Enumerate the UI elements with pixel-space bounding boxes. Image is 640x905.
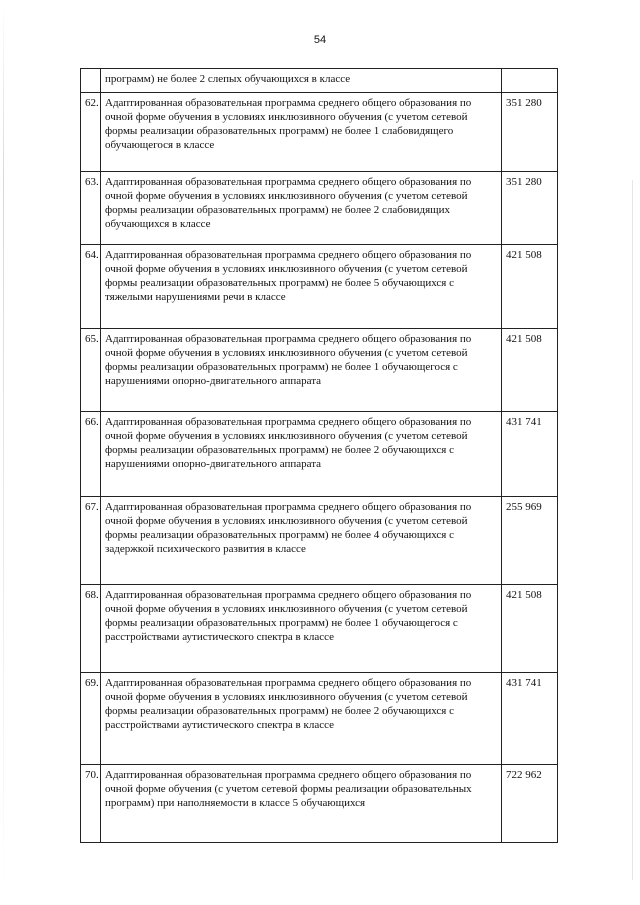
table-row xyxy=(81,412,558,497)
program-description: Адаптированная образовательная программа среднего общего образования по очной форме обучения (с учетом сетевой формы реализации образовательных программ) при наполняемости в классе 5 обучающихся xyxy=(101,765,502,843)
row-price: 431 741 xyxy=(502,412,558,497)
row-price: 351 280 xyxy=(502,172,558,245)
row-number: 66. xyxy=(81,412,101,497)
row-number: 67. xyxy=(81,497,101,585)
row-number: 68. xyxy=(81,585,101,673)
row-price: 722 962 xyxy=(502,765,558,843)
table-row xyxy=(81,585,558,673)
row-number: 69. xyxy=(81,673,101,765)
scan-edge-left xyxy=(3,0,4,905)
program-description: Адаптированная образовательная программа среднего общего образования по очной форме обучения в условиях инклюзивного обучения (с учетом сетевой формы реализации образовательных программ) не более 1 обучающегося с расстройствами аутистического спектра в классе xyxy=(101,585,502,673)
program-description: Адаптированная образовательная программа среднего общего образования по очной форме обучения в условиях инклюзивного обучения (с учетом сетевой формы реализации образовательных программ) не более 1 обучающегося с нарушениями опорно-двигательного аппарата xyxy=(101,329,502,412)
table-row xyxy=(81,172,558,245)
program-description: Адаптированная образовательная программа среднего общего образования по очной форме обучения в условиях инклюзивного обучения (с учетом сетевой формы реализации образовательных программ) не более 2 обучающихся с нарушениями опорно-двигательного аппарата xyxy=(101,412,502,497)
row-price xyxy=(502,69,558,93)
row-price: 421 508 xyxy=(502,245,558,329)
row-number: 63. xyxy=(81,172,101,245)
program-description: программ) не более 2 слепых обучающихся в классе xyxy=(101,69,502,93)
row-price: 421 508 xyxy=(502,329,558,412)
table-row xyxy=(81,673,558,765)
table-row xyxy=(81,69,558,93)
page-number: 54 xyxy=(313,34,327,46)
row-price: 255 969 xyxy=(502,497,558,585)
price-table xyxy=(80,68,558,843)
row-price: 351 280 xyxy=(502,93,558,172)
program-description: Адаптированная образовательная программа среднего общего образования по очной форме обучения в условиях инклюзивного обучения (с учетом сетевой формы реализации образовательных программ) не более 5 обучающихся с тяжелыми нарушениями речи в классе xyxy=(101,245,502,329)
row-price: 431 741 xyxy=(502,673,558,765)
table-row xyxy=(81,93,558,172)
program-description: Адаптированная образовательная программа среднего общего образования по очной форме обучения в условиях инклюзивного обучения (с учетом сетевой формы реализации образовательных программ) не более 2 слабовидящих обучающихся в классе xyxy=(101,172,502,245)
table-row xyxy=(81,329,558,412)
row-price: 421 508 xyxy=(502,585,558,673)
table-row xyxy=(81,765,558,843)
row-number: 62. xyxy=(81,93,101,172)
scan-edge-right xyxy=(632,180,633,880)
table-row xyxy=(81,245,558,329)
row-number: 70. xyxy=(81,765,101,843)
row-number xyxy=(81,69,101,93)
program-description: Адаптированная образовательная программа среднего общего образования по очной форме обучения в условиях инклюзивного обучения (с учетом сетевой формы реализации образовательных программ) не более 1 слабовидящего обучающегося в классе xyxy=(101,93,502,172)
program-description: Адаптированная образовательная программа среднего общего образования по очной форме обучения в условиях инклюзивного обучения (с учетом сетевой формы реализации образовательных программ) не более 2 обучающихся с расстройствами аутистического спектра в классе xyxy=(101,673,502,765)
row-number: 65. xyxy=(81,329,101,412)
table-row xyxy=(81,497,558,585)
row-number: 64. xyxy=(81,245,101,329)
program-description: Адаптированная образовательная программа среднего общего образования по очной форме обучения в условиях инклюзивного обучения (с учетом сетевой формы реализации образовательных программ) не более 4 обучающихся с задержкой психического развития в классе xyxy=(101,497,502,585)
